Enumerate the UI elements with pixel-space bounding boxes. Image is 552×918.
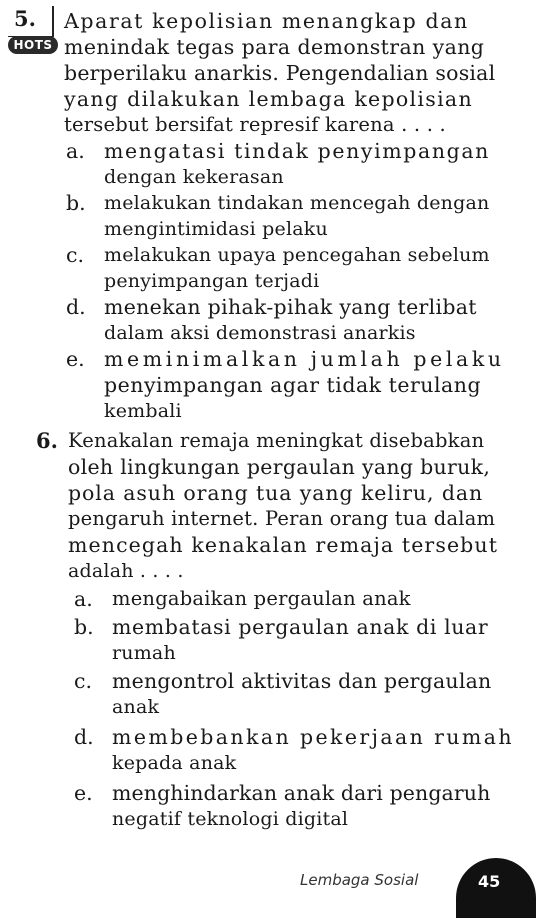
chapter-footer: Lembaga Sosial	[300, 871, 419, 889]
q5-option-b-letter: b.	[66, 191, 86, 215]
q6-option-e-line-1: menghindarkan anak dari pengaruh	[112, 781, 491, 805]
q5-stem-line-3: berperilaku anarkis. Pengendalian sosial	[64, 61, 496, 85]
q6-option-d-letter: d.	[74, 725, 94, 749]
q6-stem-line-2: oleh lingkungan pergaulan yang buruk,	[68, 455, 491, 479]
q5-option-e-letter: e.	[66, 347, 85, 371]
q6-stem-line-4: pengaruh internet. Peran orang tua dalam	[68, 507, 496, 530]
q5-option-c-letter: c.	[66, 243, 84, 267]
q5-option-c-line-1: melakukan upaya pencegahan sebelum	[104, 244, 490, 266]
q6-stem-line-5: mencegah kenakalan remaja tersebut	[68, 533, 499, 557]
question-5-number: 5.	[14, 6, 36, 31]
q6-option-d-line-1: membebankan pekerjaan rumah	[112, 725, 514, 749]
q5-stem-line-5: tersebut bersifat represif karena . . . .	[64, 113, 446, 136]
q6-stem-line-3: pola asuh orang tua yang keliru, dan	[68, 481, 484, 505]
q6-option-a-letter: a.	[74, 587, 93, 611]
q6-stem-line-1: Kenakalan remaja meningkat disebabkan	[68, 429, 485, 452]
q5-option-c-line-2: penyimpangan terjadi	[104, 270, 320, 292]
q6-option-e-letter: e.	[74, 781, 93, 805]
q5-option-e-line-2: penyimpangan agar tidak terulang	[104, 373, 482, 397]
q6-option-a-line-1: mengabaikan pergaulan anak	[112, 587, 411, 610]
q6-option-b-line-1: membatasi pergaulan anak di luar	[112, 615, 489, 639]
q6-option-d-line-2: kepada anak	[112, 752, 237, 774]
q5-stem-line-4: yang dilakukan lembaga kepolisian	[64, 87, 473, 111]
q6-option-c-line-2: anak	[112, 696, 160, 718]
hots-badge: HOTS	[8, 36, 58, 54]
q5-option-a-line-2: dengan kekerasan	[104, 166, 284, 188]
q5-stem-line-1: Aparat kepolisian menangkap dan	[64, 9, 469, 33]
q5-option-e-line-1: meminimalkan jumlah pelaku	[104, 347, 505, 371]
q6-option-c-letter: c.	[74, 669, 92, 693]
q6-option-c-line-1: mengontrol aktivitas dan pergaulan	[112, 669, 492, 693]
q6-option-b-letter: b.	[74, 615, 94, 639]
q5-stem-line-2: menindak tegas para demonstran yang	[64, 35, 485, 59]
q6-stem-line-6: adalah . . . .	[68, 560, 184, 582]
question-6-number: 6.	[36, 428, 58, 453]
q6-option-e-line-2: negatif teknologi digital	[112, 808, 349, 830]
q5-option-d-line-1: menekan pihak-pihak yang terlibat	[104, 295, 477, 319]
page-number: 45	[478, 872, 501, 891]
q5-option-a-line-1: mengatasi tindak penyimpangan	[104, 139, 490, 163]
q5-option-e-line-3: kembali	[104, 400, 182, 422]
q5-option-d-letter: d.	[66, 295, 86, 319]
q5-option-d-line-2: dalam aksi demonstrasi anarkis	[104, 322, 416, 344]
q5-option-b-line-1: melakukan tindakan mencegah dengan	[104, 192, 490, 214]
q6-option-b-line-2: rumah	[112, 642, 176, 664]
q5-option-b-line-2: mengintimidasi pelaku	[104, 218, 328, 240]
q5-option-a-letter: a.	[66, 139, 85, 163]
